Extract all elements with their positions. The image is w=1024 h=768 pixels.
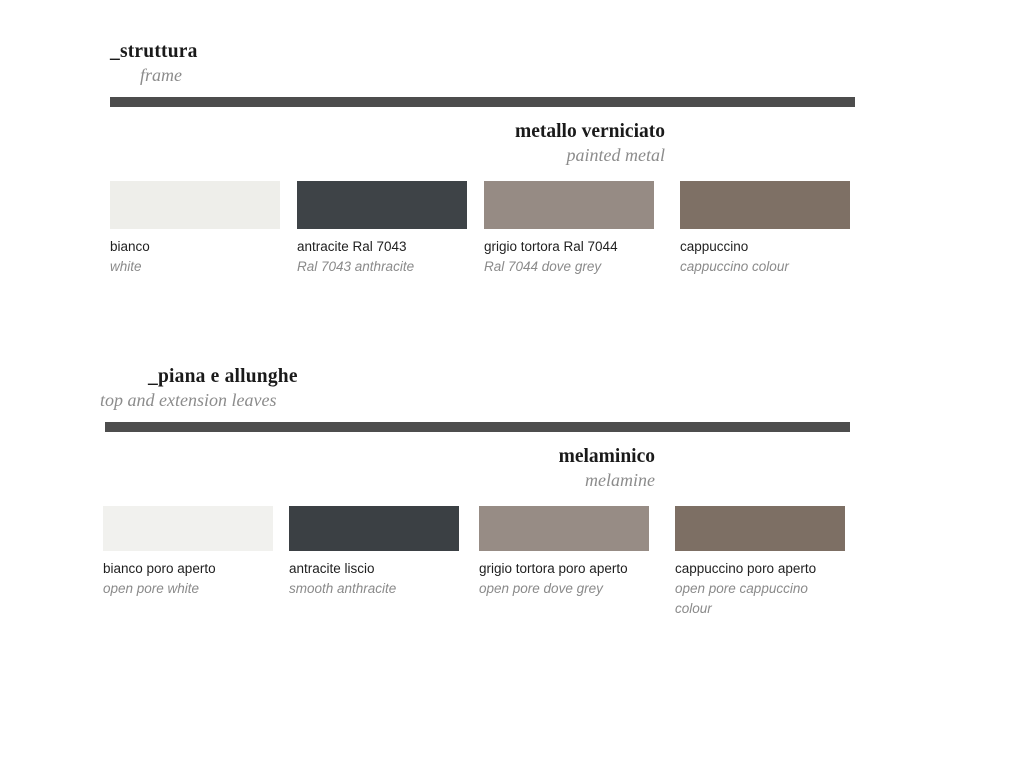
swatch-cappuccino-poro-aperto-label-it: cappuccino poro aperto [675,561,817,577]
section-frame [0,40,1024,301]
section-top-title-en: top and extension leaves [100,390,277,411]
swatch-row-melamine [105,506,905,626]
swatch-antracite-liscio[interactable] [289,506,459,598]
material-painted-metal-en: painted metal [566,145,665,166]
swatch-antracite-ral-7043-label-it: antracite Ral 7043 [297,239,407,255]
swatch-bianco-poro-aperto[interactable] [103,506,273,598]
swatch-cappuccino-poro-aperto-chip[interactable] [675,506,845,551]
material-painted-metal [110,120,855,168]
swatch-grigio-tortora-ral-7044-label-en: Ral 7044 dove grey [484,259,602,275]
section-top-divider [105,422,850,432]
section-frame-title-it: _struttura [110,41,198,62]
swatch-row-painted-metal [110,181,910,301]
swatch-cappuccino-poro-aperto[interactable] [675,506,845,618]
swatch-antracite-liscio-chip[interactable] [289,506,459,551]
swatch-cappuccino[interactable] [680,181,850,276]
section-top-title-it: _piana e allunghe [148,366,298,387]
section-top-and-extension-leaves [0,365,1024,626]
swatch-grigio-tortora-ral-7044[interactable] [484,181,654,276]
material-melamine [110,445,855,493]
swatch-bianco-poro-aperto-label-en: open pore white [103,581,200,597]
swatch-bianco-poro-aperto-chip[interactable] [103,506,273,551]
swatch-grigio-tortora-poro-aperto-label-en: open pore dove grey [479,581,603,597]
section-frame-divider [110,97,855,107]
swatch-grigio-tortora-ral-7044-chip[interactable] [484,181,654,229]
swatch-antracite-ral-7043-label-en: Ral 7043 anthracite [297,259,415,275]
swatch-antracite-ral-7043[interactable] [297,181,467,276]
section-top-heading [0,365,1024,413]
material-melamine-it: melaminico [558,445,655,467]
swatch-bianco-label-it: bianco [110,239,150,255]
swatch-antracite-liscio-label-it: antracite liscio [289,561,375,577]
swatch-cappuccino-chip[interactable] [680,181,850,229]
material-melamine-en: melamine [585,470,655,491]
swatch-grigio-tortora-ral-7044-label-it: grigio tortora Ral 7044 [484,239,618,255]
section-frame-title-en: frame [140,65,182,86]
swatch-grigio-tortora-poro-aperto-label-it: grigio tortora poro aperto [479,561,628,577]
swatch-grigio-tortora-poro-aperto-chip[interactable] [479,506,649,551]
swatch-antracite-liscio-label-en: smooth anthracite [289,581,397,597]
material-painted-metal-it: metallo verniciato [515,120,665,142]
swatch-bianco-chip[interactable] [110,181,280,229]
section-frame-heading [0,40,1024,88]
swatch-bianco-label-en: white [110,259,142,275]
swatch-bianco-poro-aperto-label-it: bianco poro aperto [103,561,216,577]
swatch-cappuccino-poro-aperto-label-en: open pore cappuccino colour [675,581,808,616]
swatch-bianco[interactable] [110,181,280,276]
swatch-antracite-ral-7043-chip[interactable] [297,181,467,229]
swatch-cappuccino-label-en: cappuccino colour [680,259,789,275]
swatch-grigio-tortora-poro-aperto[interactable] [479,506,649,598]
swatch-cappuccino-label-it: cappuccino [680,239,749,255]
